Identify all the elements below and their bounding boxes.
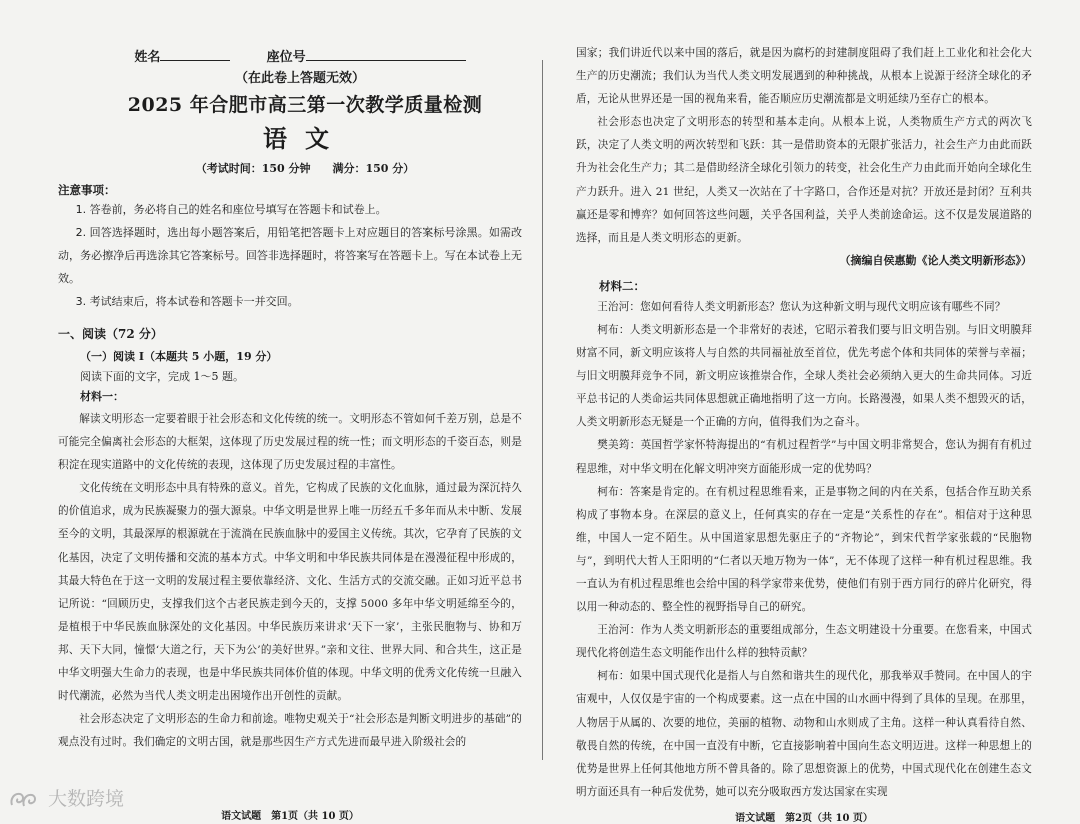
body-paragraph: 社会形态也决定了文明形态的转型和基本走向。从根本上说，人类物质生产方式的两次飞跃，决定了人类文明的两次转型和飞跃：其一是借助资本的无限扩张活力，社会生产力由此而跃升为社会化生产力；其二是借助经济全球化引领力的转变，社会化生产力由此而开始向全球化生产力跃升。进入 21 世纪，人类又一次站在了十字路口，合作还是对抗？开放还是封闭？互利共赢还是零和博弈？如何回答这些问题，关乎各国利益，关乎人类前途命运。这不仅是发展道路的选择，而且是人类文明形态的更新。 (576, 116, 1032, 244)
notice-item: 2. 回答选择题时，选出每小题答案后，用铅笔把答题卡上对应题目的答案标号涂黑。如需改动，务必擦净后再选涂其它答案标号。回答非选择题时，将答案写在答题卡上。写在本试卷上无效。 (58, 226, 522, 285)
invalid-note: （在此卷上答题无效） (234, 71, 365, 86)
watermark-text: 大数跨境 (48, 788, 125, 810)
time-info: （考试时间：150 分钟 满分：150 分） (195, 162, 415, 175)
watermark (8, 784, 124, 811)
notice-title: 注意事项： (58, 183, 116, 197)
interview-paragraph: 柯布：人类文明新形态是一个非常好的表述，它昭示着我们要与旧文明告别。与旧文明膜拜财富不同，新文明应该将人与自然的共同福祉放至首位，优先考虑个体和共同体的荣誉与幸福；与旧文明膜拜竞争不同，新文明应该推崇合作，全球人类社会必须纳入更大的生命共同体。习近平总书记的人类命运共同体思想就正确地指明了这一方向。长路漫漫，如果人类不想毁灭的话，人类文明新形态无疑是一个正确的方向，值得我们为之奋斗。 (576, 323, 1032, 429)
page-footer: 语文试题 第1页（共 10 页） (221, 811, 359, 822)
material-2-label: 材料二： (599, 278, 645, 293)
notice-item: 3. 考试结束后，将本试卷和答题卡一并交回。 (75, 295, 299, 308)
body-paragraph: 文化传统在文明形态中具有特殊的意义。首先，它构成了民族的文化血脉，通过最为深沉持久的价值追求，成为民族凝聚力的强大源泉。中华文明是世界上唯一历经五千多年而从未中断、发展至今的文明，其最深厚的根源就在于流淌在民族血脉中的爱国主义传统。其次，它孕育了民族的文化基因，决定了文明传播和交流的基本方式。中华文明和中华民族共同体是在漫漫征程中形成的，其最大特色在于这一文明的发展过程主要依靠经济、文化、生活方式的交流交融。正如习近平总书记所说：“回顾历史，支撑我们这个古老民族走到今天的，支撑 5000 多年中华文明延绵至今的，是植根于中华民族血脉深处的文化基因。中华民族历来讲求‘天下一家’，主张民胞物与、协和万邦、天下大同，憧憬‘大道之行，天下为公’的美好世界。”亲和文往、世界大同、和合共生，这正是中华文明强大生命力的表现，也是中华民族共同体价值的体现。中华文明的优秀文化传统一旦融入时代潮流，必然为当代人类文明走出困境作出开创性的贡献。 (58, 482, 522, 703)
source-citation: （摘编自侯惠勤《论人类文明新形态》） (839, 253, 1032, 267)
body-paragraph: 解读文明形态一定要着眼于社会形态和文化传统的统一。文明形态不管如何千差万别，总是不可能完全偏离社会形态的大框架，这体现了历史发展过程的统一性；而文明形态的千姿百态，则是积淀在现实道路中的文化传统的表现，这体现了历史发展过程的丰富性。 (58, 413, 522, 472)
body-paragraph: 国家；我们讲近代以来中国的落后，就是因为腐朽的封建制度阻碍了我们赶上工业化和社会化大生产的历史潮流；我们认为当代人类文明发展遇到的种种挑战，从根本上说源于经济全球化的矛盾，无论从世界还是一国的视角来看，能否顺应历史潮流都是文明延续乃至存亡的根本。 (576, 47, 1032, 106)
interview-paragraph: 王治河：作为人类文明新形态的重要组成部分，生态文明建设十分重要。在您看来，中国式现代化将创造生态文明能作出什么样的独特贡献？ (576, 624, 1032, 660)
interview-paragraph: 王治河：您如何看待人类文明新形态？您认为这种新文明与现代文明应该有哪些不同？ (597, 300, 1006, 313)
page-footer: 语文试题 第2页（共 10 页） (735, 813, 873, 824)
name-seat-row (78, 46, 522, 65)
section-heading: 一、阅读（72 分） (58, 327, 163, 341)
subsection-heading: （一）阅读 Ⅰ（本题共 5 小题，19 分） (80, 350, 278, 363)
subject-title: 语文 (263, 124, 347, 153)
interview-paragraph: 柯布：如果中国式现代化是指人与自然和谐共生的现代化，那我举双手赞同。在中国人的宇宙观中，人仅仅是宇宙的一个构成要素。这一点在中国的山水画中得到了具体的呈现。在那里，人物居于从属的、次要的地位，美丽的植物、动物和山水则成了主角。这样一种认真看待自然、敬畏自然的传统，在中国一直没有中断，它直接影响着中国向生态文明迈进。这样一种思想上的优势是世界上任何其他地方所不曾具备的。除了思想资源上的优势，中国式现代化在创建生态文明方面还具有一种后发优势，她可以充分吸取西方发达国家在实现 (576, 670, 1032, 798)
body-paragraph: 社会形态决定了文明形态的生命力和前途。唯物史观关于“社会形态是判断文明进步的基础”的观点没有过时。我们确定的文明古国，就是那些因生产方式先进而最早进入阶级社会的 (58, 713, 522, 749)
name-blank (160, 48, 230, 61)
material-1-label: 材料一： (80, 390, 124, 403)
seat-blank (306, 48, 466, 61)
page-2 (576, 42, 1032, 824)
reading-instruction: 阅读下面的文字，完成 1～5 题。 (80, 370, 244, 383)
watermark-logo-icon (8, 789, 42, 811)
seat-label: 座位号 (266, 50, 306, 65)
interview-paragraph: 柯布：答案是肯定的。在有机过程思维看来，正是事物之间的内在关系，包括合作互助关系构成了事物本身。在深层的意义上，任何真实的存在一定是“关系性的存在”。相信对于这种思维，中国人一定不陌生。从中国道家思想先驱庄子的“齐物论”，到宋代哲学家张载的“民胞物与”，到明代大哲人王阳明的“仁者以天地万物为一体”，无不体现了这样一种有机过程思维。我一直认为有机过程思维也会给中国的科学家带来优势，使他们有别于西方同行的碎片化研究，得以用一种动态的、整全性的视野指导自己的研究。 (576, 485, 1032, 614)
exam-title: 2025 年合肥市高三第一次教学质量检测 (127, 94, 483, 116)
name-label: 姓名 (134, 50, 161, 65)
interview-paragraph: 樊美筠：英国哲学家怀特海提出的“有机过程哲学”与中国文明非常契合，您认为拥有有机过程思维，对中华文明在化解文明冲突方面能形成一定的优势吗？ (576, 439, 1032, 475)
page-divider (542, 60, 543, 760)
notice-item: 1. 答卷前，务必将自己的姓名和座位号填写在答题卡和试卷上。 (75, 203, 387, 216)
